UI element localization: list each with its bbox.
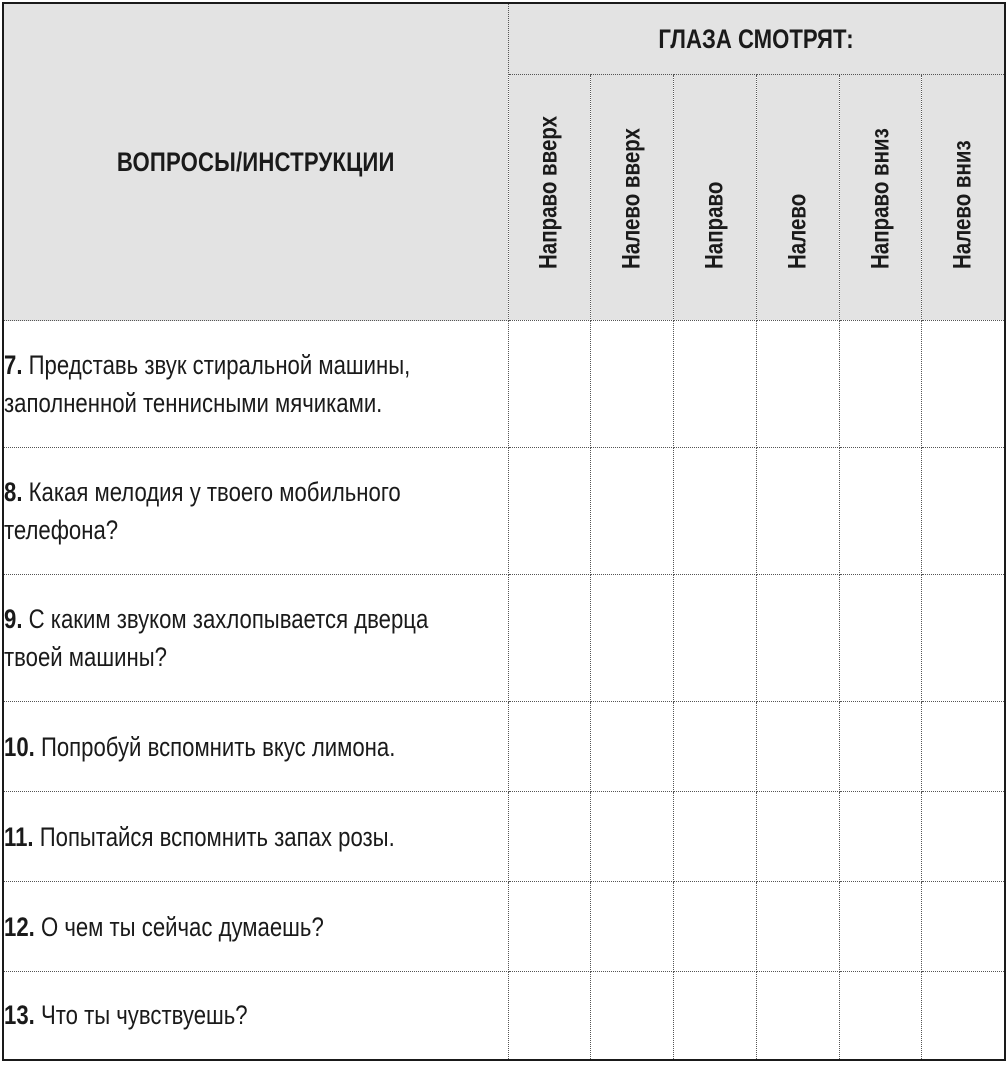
answer-cell[interactable] [756,882,839,972]
answer-cell[interactable] [508,702,591,792]
question-text: заполненной теннисными мячиками. [4,388,383,418]
table-row [3,882,1005,972]
question-number: 12. [4,911,35,942]
answer-cell[interactable] [674,792,757,882]
answer-cell[interactable] [922,448,1005,575]
answer-cell[interactable] [508,448,591,575]
question-text: Попытайся вспомнить запах розы. [39,821,395,852]
answer-cell[interactable] [508,972,591,1060]
direction-label: Налево вверх [617,128,646,269]
table-row [3,972,1005,1060]
answer-cell[interactable] [756,448,839,575]
question-text: О чем ты сейчас думаешь? [40,911,324,942]
answer-cell[interactable] [674,972,757,1060]
question-number: 7. [4,350,23,380]
answer-cell[interactable] [922,575,1005,702]
direction-header-left-down [922,75,1005,321]
direction-label: Направо [700,181,729,269]
answer-cell[interactable] [674,575,757,702]
answer-cell[interactable] [591,972,674,1060]
question-text: С каким звуком захлопывается дверца [28,604,429,634]
direction-label: Направо вверх [534,115,563,269]
answer-cell[interactable] [591,882,674,972]
table-row [3,792,1005,882]
question-text: Представь звук стиральной машины, [28,350,411,380]
question-cell [3,792,508,882]
answer-cell[interactable] [839,702,922,792]
questions-header-cell [3,3,508,321]
question-cell [3,882,508,972]
answer-cell[interactable] [674,882,757,972]
answer-cell[interactable] [508,321,591,448]
table-row [3,321,1005,448]
question-cell [3,575,508,702]
direction-header-right [674,75,757,321]
direction-header-left-up [591,75,674,321]
question-cell [3,321,508,448]
answer-cell[interactable] [839,448,922,575]
question-text: Попробуй вспомнить вкус лимона. [40,731,396,762]
question-number: 13. [4,1000,35,1031]
answer-cell[interactable] [508,792,591,882]
question-cell [3,448,508,575]
answer-cell[interactable] [839,792,922,882]
question-number: 8. [4,477,23,507]
answer-cell[interactable] [756,702,839,792]
eyes-look-header: ГЛАЗА СМОТРЯТ: [658,23,854,54]
question-text: Что ты чувствуешь? [40,1000,248,1031]
answer-cell[interactable] [756,972,839,1060]
question-text: твоей машины? [4,642,167,672]
eye-direction-table [2,2,1006,1061]
answer-cell[interactable] [839,321,922,448]
question-cell [3,702,508,792]
eyes-look-header-cell [508,3,1005,75]
answer-cell[interactable] [922,321,1005,448]
direction-label: Налево [783,193,812,269]
question-number: 10. [4,731,35,762]
direction-header-left [756,75,839,321]
answer-cell[interactable] [922,792,1005,882]
questions-header: ВОПРОСЫ/ИНСТРУКЦИИ [116,146,395,177]
question-text: телефона? [4,515,119,545]
answer-cell[interactable] [839,972,922,1060]
direction-header-right-up [508,75,591,321]
direction-header-right-down [839,75,922,321]
answer-cell[interactable] [756,792,839,882]
direction-label: Налево вниз [948,140,977,269]
answer-cell[interactable] [674,448,757,575]
answer-cell[interactable] [591,321,674,448]
answer-cell[interactable] [922,972,1005,1060]
answer-cell[interactable] [508,575,591,702]
question-cell [3,972,508,1060]
answer-cell[interactable] [756,575,839,702]
table-row [3,448,1005,575]
table-row [3,575,1005,702]
answer-cell[interactable] [756,321,839,448]
question-number: 11. [4,821,34,852]
answer-cell[interactable] [922,702,1005,792]
direction-label: Направо вниз [866,128,895,269]
answer-cell[interactable] [674,702,757,792]
answer-cell[interactable] [591,702,674,792]
answer-cell[interactable] [674,321,757,448]
table-row [3,702,1005,792]
answer-cell[interactable] [591,575,674,702]
answer-cell[interactable] [591,448,674,575]
answer-cell[interactable] [922,882,1005,972]
question-number: 9. [4,604,23,634]
answer-cell[interactable] [839,882,922,972]
answer-cell[interactable] [839,575,922,702]
answer-cell[interactable] [508,882,591,972]
answer-cell[interactable] [591,792,674,882]
question-text: Какая мелодия у твоего мобильного [28,477,401,507]
